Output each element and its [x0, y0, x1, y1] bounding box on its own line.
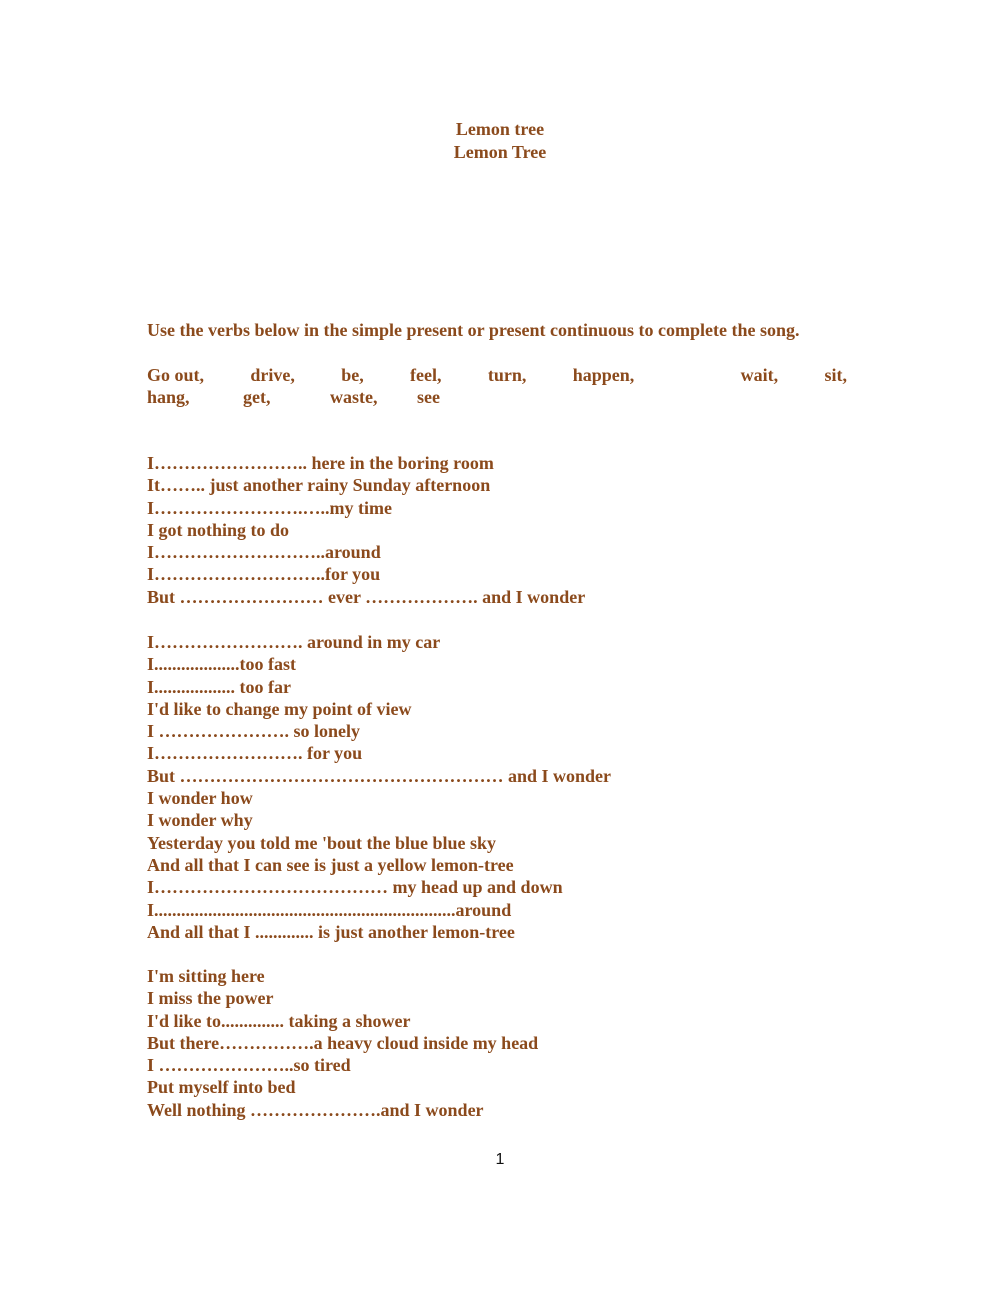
- lyric-line: I…………………….…..my time: [147, 497, 392, 518]
- lyric-line: I …………………. so lonely: [147, 721, 361, 742]
- lyric-line: But …………………… ever ………………. and I wonder: [147, 586, 586, 607]
- verb-item: turn,: [487, 365, 527, 385]
- lyric-line: I miss the power: [147, 988, 274, 1009]
- lyric-line: I'd like to.............. taking a shower: [147, 1010, 411, 1031]
- verb-item: get,: [243, 387, 271, 407]
- lyric-line: I...................................................................around: [147, 899, 512, 920]
- lyric-line: Well nothing ………………….and I wonder: [147, 1099, 484, 1120]
- lyric-line: I wonder how: [147, 788, 253, 809]
- verb-item: wait,: [740, 365, 779, 385]
- page-number: 1: [495, 1151, 505, 1168]
- verb-item: feel,: [410, 365, 442, 385]
- song-stanza-3: [147, 965, 847, 1121]
- lyric-line: I wonder why: [147, 810, 253, 831]
- lyric-line: I…………………….. here in the boring room: [147, 453, 494, 473]
- lyric-line: Put myself into bed: [147, 1077, 296, 1098]
- instructions: Use the verbs below in the simple present or present continuous to complete the song.: [147, 320, 800, 340]
- lyric-line: I'd like to change my point of view: [147, 698, 412, 719]
- verb-item: hang,: [147, 387, 190, 407]
- lyric-line: And all that I ............. is just another lemon-tree: [147, 921, 515, 942]
- verb-item: happen,: [572, 365, 635, 385]
- lyric-line: It…….. just another rainy Sunday afternoon: [147, 475, 491, 496]
- lyric-line: I'm sitting here: [147, 966, 265, 986]
- lyric-line: But there…………….a heavy cloud inside my head: [147, 1032, 539, 1053]
- page-title: Lemon tree: [455, 119, 545, 139]
- verb-item: see: [417, 387, 440, 407]
- song-stanza-2: [147, 631, 847, 943]
- lyric-line: Yesterday you told me 'bout the blue blue sky: [147, 832, 497, 853]
- lyric-line: I.................. too far: [147, 676, 291, 697]
- lyric-line: I...................too fast: [147, 654, 296, 675]
- lyric-line: I………………………..for you: [147, 564, 381, 585]
- verb-item: be,: [341, 365, 364, 385]
- lyric-line: I got nothing to do: [147, 519, 290, 540]
- verb-item: Go out,: [147, 365, 205, 385]
- verb-item: waste,: [330, 387, 378, 407]
- lyric-line: I………………………..around: [147, 542, 381, 563]
- lyric-line: I……………………. for you: [147, 743, 363, 764]
- song-stanza-1: [147, 452, 847, 608]
- verb-list-row-1: [147, 364, 847, 386]
- verb-list-row-2: [147, 386, 847, 408]
- lyric-line: I……………………. around in my car: [147, 632, 441, 652]
- page-subtitle: Lemon Tree: [453, 142, 547, 162]
- lyric-line: And all that I can see is just a yellow lemon-tree: [147, 854, 514, 875]
- verb-item: drive,: [250, 365, 295, 385]
- lyric-line: I………………………………… my head up and down: [147, 877, 563, 898]
- lyric-line: But ……………………………………………… and I wonder: [147, 765, 612, 786]
- verb-item: sit,: [824, 365, 847, 385]
- lyric-line: I …………………..so tired: [147, 1055, 351, 1076]
